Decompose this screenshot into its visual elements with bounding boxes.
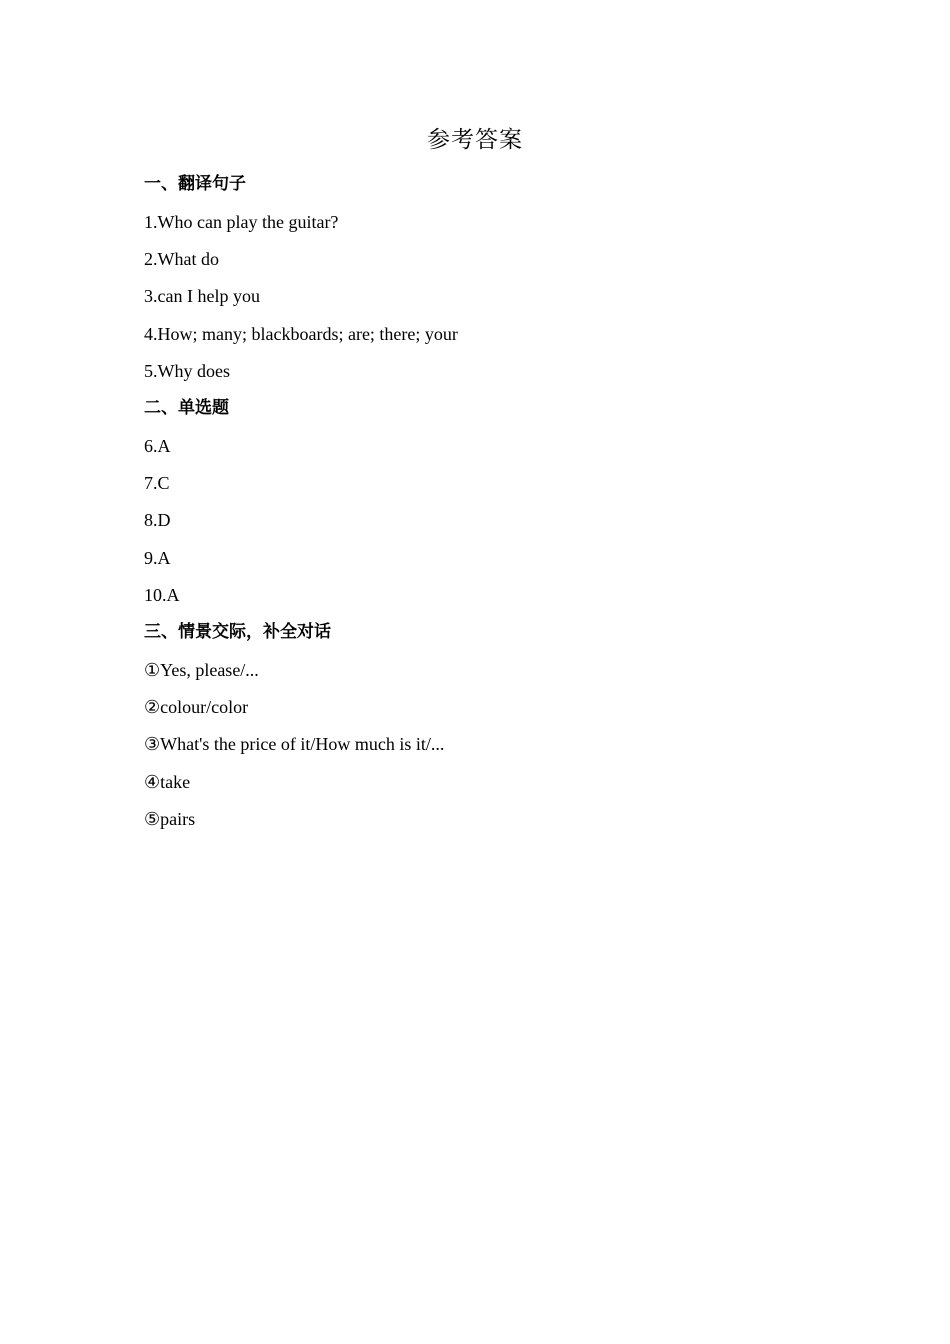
answer-item-3: 3.can I help you	[144, 286, 260, 306]
dialogue-answer-2: ②colour/color	[144, 697, 249, 717]
answer-item-10: 10.A	[144, 585, 180, 605]
dialogue-answer-1: ①Yes, please/...	[144, 660, 259, 680]
answer-item-2: 2.What do	[144, 249, 219, 269]
page-title: 参考答案	[427, 127, 523, 153]
section-heading-single-choice: 二、单选题	[144, 398, 229, 418]
answer-item-6: 6.A	[144, 436, 171, 456]
dialogue-answer-3: ③What's the price of it/How much is it/...	[144, 734, 445, 754]
answer-item-8: 8.D	[144, 510, 171, 530]
dialogue-answer-5: ⑤pairs	[144, 809, 196, 829]
answer-item-1: 1.Who can play the guitar?	[144, 212, 339, 232]
section-heading-translation: 一、翻译句子	[144, 174, 246, 194]
answer-item-9: 9.A	[144, 548, 171, 568]
answer-item-7: 7.C	[144, 473, 170, 493]
answer-item-5: 5.Why does	[144, 361, 230, 381]
answer-item-4: 4.How; many; blackboards; are; there; your	[144, 324, 458, 344]
section-heading-dialogue: 三、情景交际，补全对话	[144, 622, 331, 642]
dialogue-answer-4: ④take	[144, 772, 191, 792]
